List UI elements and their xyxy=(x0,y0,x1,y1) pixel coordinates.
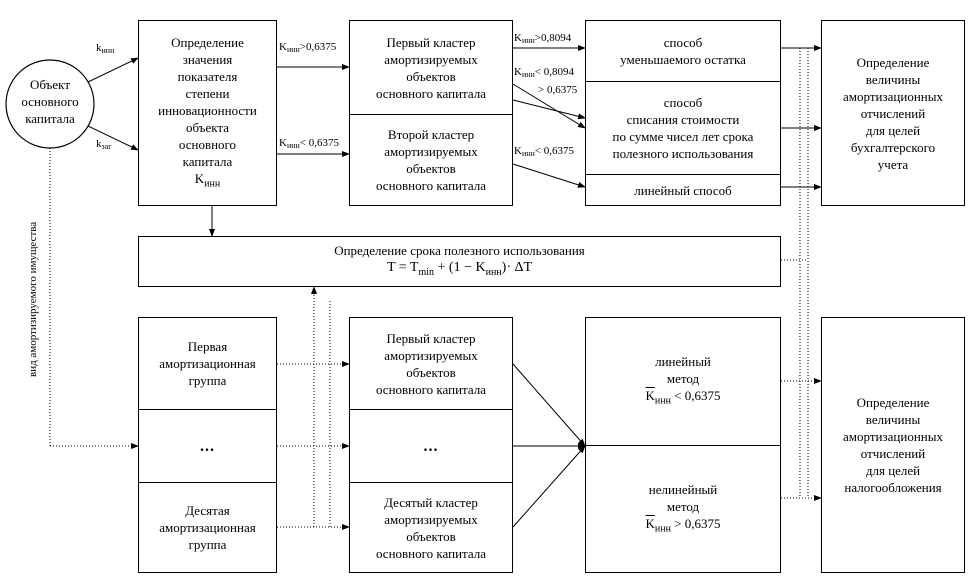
clusters-top-box xyxy=(349,20,513,206)
method-linear-bottom xyxy=(586,318,780,446)
method-linear-title: линейный метод xyxy=(655,354,711,387)
methods-top-box xyxy=(585,20,781,206)
arrow-object-innov-top xyxy=(88,58,138,82)
threshold-c1-gt: $K_{инн}>0,8094$ xyxy=(514,32,572,45)
term-title: Определение срока полезного использования xyxy=(334,243,585,259)
methods-bottom-box xyxy=(585,317,781,573)
edge-k-zag: $k_{заг}$ xyxy=(96,138,112,151)
threshold-c2-lt: $K_{инн}< 0,6375$ xyxy=(514,145,575,158)
object-label: Объект основного капитала xyxy=(21,77,79,126)
arrow-c2-linear xyxy=(513,164,585,187)
arrow-c2-sumyears xyxy=(513,100,585,118)
groups-box xyxy=(138,317,277,573)
group-tenth: Десятая амортизационная группа xyxy=(159,503,256,552)
accounting-box: Определение величины амортизационных отчислений для целей бухгалтерского учета xyxy=(821,20,965,206)
method-reducing: способ уменьшаемого остатка xyxy=(586,21,780,82)
innovation-k: $K_{инн}$ xyxy=(194,170,221,190)
cluster-bottom-first: Первый кластер амортизируемых объектов основного капитала xyxy=(350,318,512,410)
innovation-box xyxy=(138,20,277,206)
method-nonlinear-title: нелинейный метод xyxy=(648,481,718,514)
group-ellipsis: ... xyxy=(139,410,276,483)
edge-k-inn: $k_{инн}$ xyxy=(96,42,115,55)
cluster-bottom-tenth: Десятый кластер амортизируемых объектов основного капитала xyxy=(375,494,487,561)
taxation-box: Определение величины амортизационных отчислений для целей налогообложения xyxy=(821,317,965,573)
method-linear-top: линейный способ xyxy=(634,182,732,198)
group-first: Первая амортизационная группа xyxy=(139,318,276,410)
innovation-text: Определение значения показателя степени инновационности объекта основного капитала xyxy=(158,34,257,169)
threshold-c1-lt: $K_{инн}< 0,8094$ xyxy=(514,66,575,79)
side-label: вид амортизируемого имущества xyxy=(27,221,39,377)
method-sum-years: способ списания стоимости по сумме чисел лет срока полезного использования xyxy=(586,82,780,175)
method-linear-cond: $\overline{K}_{инн} < 0,6375$ xyxy=(645,388,721,407)
threshold-innov-lt: $K_{инн}< 0,6375$ xyxy=(279,137,340,150)
clusters-bottom-box xyxy=(349,317,513,573)
threshold-c1-gt2: > 0,6375 xyxy=(538,84,578,96)
term-box xyxy=(138,236,781,287)
method-nonlinear-bottom xyxy=(586,446,780,572)
method-nonlinear-cond: $\overline{K}_{инн} > 0,6375$ xyxy=(645,515,721,535)
cluster-top-first: Первый кластер амортизируемых объектов основного капитала xyxy=(350,21,512,115)
cluster-bottom-ellipsis: ... xyxy=(350,410,512,483)
threshold-innov-gt: $K_{инн}>0,6375$ xyxy=(279,41,337,54)
term-formula: $T = T_{min} + (1 - K_{инн})\cdot \Delta T$ xyxy=(386,260,533,278)
cluster-top-second: Второй кластер амортизируемых объектов основного капитала xyxy=(375,127,487,193)
